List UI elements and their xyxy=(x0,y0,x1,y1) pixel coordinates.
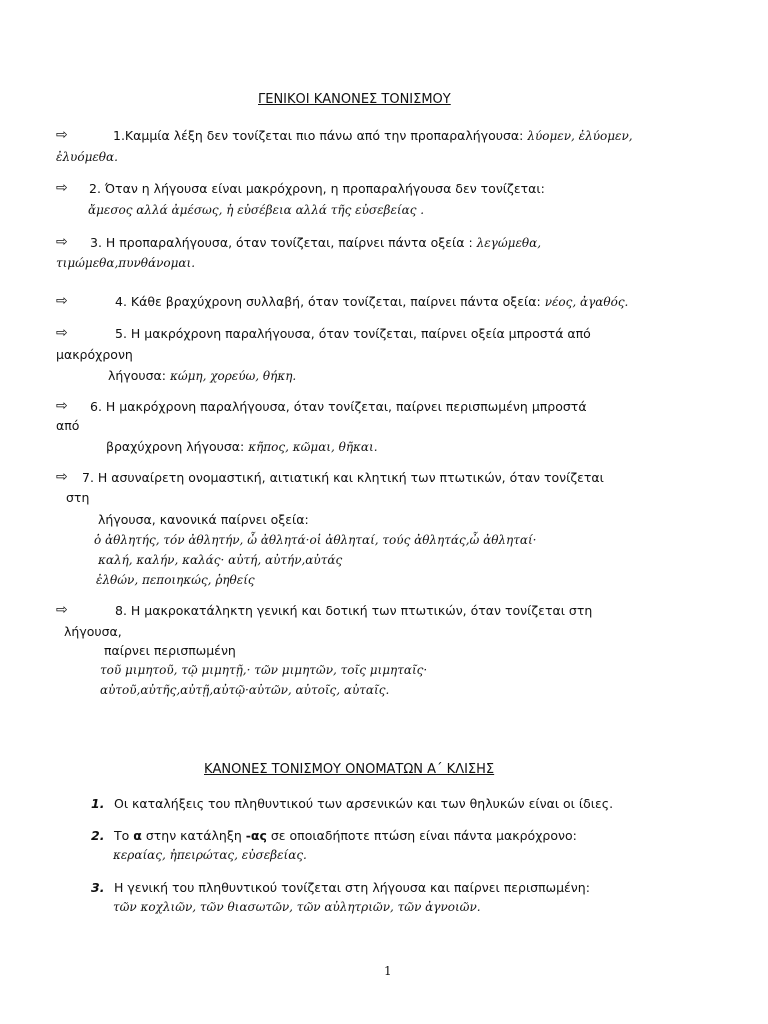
list-item-3: Η γενική του πληθυντικού τονίζεται στη λήγουσα και παίρνει περισπωμένη: xyxy=(114,880,590,895)
rule-6-example: κῆπος, κῶμαι, θῆκαι. xyxy=(248,440,378,454)
rule-2-text: 2. Όταν η λήγουσα είναι μακρόχρονη, η προπαραλήγουσα δεν τονίζεται: xyxy=(89,181,545,196)
arrow-icon: ⇨ xyxy=(56,234,68,250)
rule-7-example-1: ὁ ἀθλητής, τόν ἀθλητήν, ὦ ἀθλητά·οἱ ἀθληταί, τούς ἀθλητάς,ὦ ἀθληταί· xyxy=(94,533,537,547)
heading-general-accent-rules: ΓΕΝΙΚΟΙ ΚΑΝΟΝΕΣ ΤΟΝΙΣΜΟΥ xyxy=(258,92,451,107)
ending-as: -ας xyxy=(245,828,267,843)
list-item-3-example: τῶν κοχλιῶν, τῶν θιασωτῶν, τῶν αὐλητριῶν, τῶν ἀγνοιῶν. xyxy=(113,900,481,914)
list-item-2 xyxy=(114,828,577,843)
rule-2-example: ἄμεσος αλλά ἀμέσως, ἡ εὐσέβεια αλλά τῆς εὐσεβείας . xyxy=(88,203,425,217)
list-item-2-text: σε οποιαδήποτε πτώση είναι πάντα μακρόχρονο: xyxy=(266,828,577,843)
rule-7-example-3: ἐλθών, πεποιηκώς, ῥηθείς xyxy=(96,573,255,587)
list-number: 3. xyxy=(91,880,105,895)
rule-5-example-line xyxy=(108,368,296,383)
arrow-icon: ⇨ xyxy=(56,293,68,309)
rule-3-example-cont: τιμώμεθα,πυνθάνομαι. xyxy=(56,256,196,270)
arrow-icon: ⇨ xyxy=(56,325,68,341)
rule-4-text: 4. Κάθε βραχύχρονη συλλαβή, όταν τονίζεται, παίρνει πάντα οξεία: xyxy=(115,294,545,309)
rule-6-text: 6. Η μακρόχρονη παραλήγουσα, όταν τονίζεται, παίρνει περισπωμένη μπροστά xyxy=(90,399,587,414)
rule-3-text: 3. Η προπαραλήγουσα, όταν τονίζεται, παίρνει πάντα οξεία : xyxy=(90,235,477,250)
arrow-icon: ⇨ xyxy=(56,602,68,618)
rule-6-example-line xyxy=(106,439,378,454)
arrow-icon: ⇨ xyxy=(56,469,68,485)
alpha-letter: α xyxy=(133,828,142,843)
rule-1 xyxy=(113,128,633,143)
rule-8-example-1: τοῦ μιμητοῦ, τῷ μιμητῇ,· τῶν μιμητῶν, τοῖς μιμηταῖς· xyxy=(100,663,428,677)
rule-1-text: 1.Καμμία λέξη δεν τονίζεται πιο πάνω από την προπαραλήγουσα: xyxy=(113,128,528,143)
arrow-icon: ⇨ xyxy=(56,180,68,196)
rule-6-lead: βραχύχρονη λήγουσα: xyxy=(106,439,249,454)
list-item-2-example: κεραίας, ἠπειρώτας, εὐσεβείας. xyxy=(113,848,307,862)
rule-7-text-cont: στη xyxy=(66,490,90,505)
list-number: 2. xyxy=(91,828,105,843)
rule-1-example: λύομεν, ἐλύομεν, xyxy=(527,129,633,143)
arrow-icon: ⇨ xyxy=(56,398,68,414)
rule-8-text-cont: λήγουσα, xyxy=(64,624,122,639)
page-number: 1 xyxy=(384,964,392,978)
rule-4 xyxy=(115,294,628,309)
rule-6-text-cont: από xyxy=(56,418,80,433)
rule-4-example: νέος, ἀγαθός. xyxy=(544,295,629,309)
rule-1-example-cont: ἐλυόμεθα. xyxy=(56,150,118,164)
rule-5-lead: λήγουσα: xyxy=(108,368,170,383)
rule-8-lead: παίρνει περισπωμένη xyxy=(104,643,236,658)
rule-7-lead: λήγουσα, κανονικά παίρνει οξεία: xyxy=(98,512,309,527)
rule-8-example-2: αὐτοῦ,αὐτῆς,αὐτῇ,αὐτῷ·αὐτῶν, αὐτοῖς, αὐταῖς. xyxy=(100,683,390,697)
list-item-2-text: στην κατάληξη xyxy=(141,828,246,843)
rule-5-text: 5. Η μακρόχρονη παραλήγουσα, όταν τονίζεται, παίρνει οξεία μπροστά από xyxy=(115,326,591,341)
rule-3 xyxy=(90,235,541,250)
rule-3-example: λεγώμεθα, xyxy=(476,236,542,250)
rule-7-example-2: καλή, καλήν, καλάς· αὐτή, αὐτήν,αὐτάς xyxy=(98,553,343,567)
list-number: 1. xyxy=(91,796,105,811)
list-item-2-text: Το xyxy=(114,828,134,843)
heading-first-declension-rules: ΚΑΝΟΝΕΣ ΤΟΝΙΣΜΟΥ ΟΝΟΜΑΤΩΝ Α΄ ΚΛΙΣΗΣ xyxy=(204,762,495,777)
arrow-icon: ⇨ xyxy=(56,127,68,143)
list-item-1: Οι καταλήξεις του πληθυντικού των αρσενικών και των θηλυκών είναι οι ίδιες. xyxy=(114,796,614,811)
rule-8-text: 8. Η μακροκατάληκτη γενική και δοτική των πτωτικών, όταν τονίζεται στη xyxy=(115,603,593,618)
rule-5-example: κώμη, χορεύω, θήκη. xyxy=(169,369,297,383)
rule-5-text-cont: μακρόχρονη xyxy=(56,347,133,362)
rule-7-text: 7. Η ασυναίρετη ονομαστική, αιτιατική και κλητική των πτωτικών, όταν τονίζεται xyxy=(82,470,604,485)
